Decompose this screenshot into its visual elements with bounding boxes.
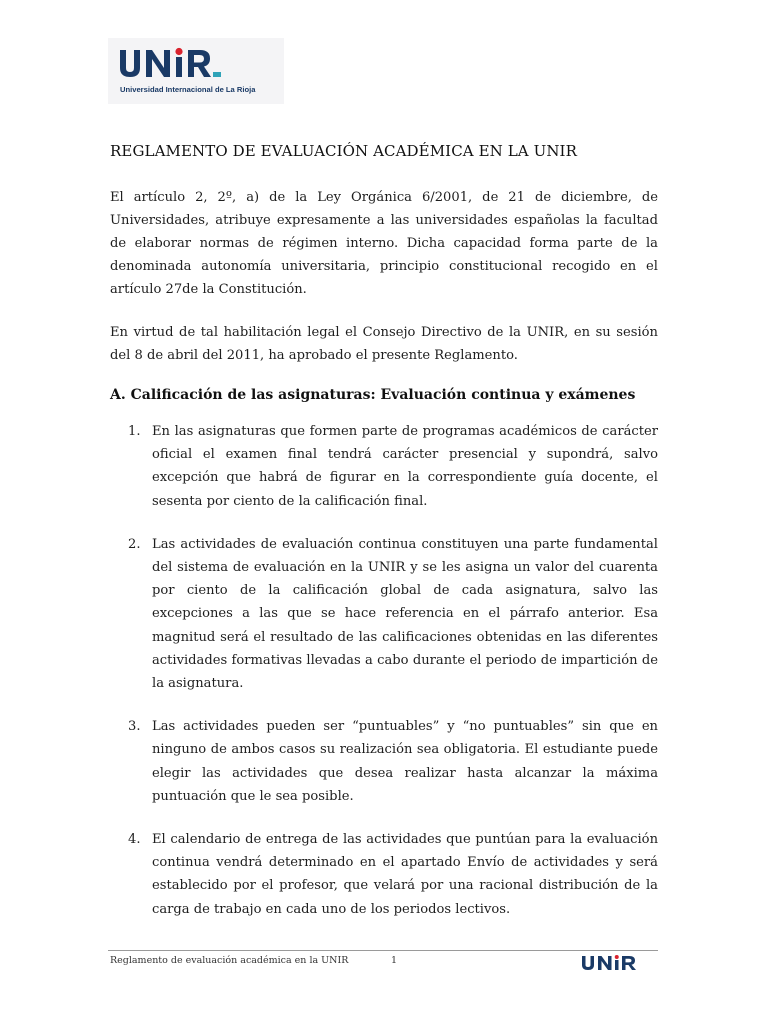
unir-logo xyxy=(108,38,284,104)
footer-logo xyxy=(580,954,660,972)
list-item-text: En las asignaturas que formen parte de programas académicos de carácter oficial el examen final tendrá carácter presencial y supondrá, salvo excepción que habrá de figurar en la correspondiente guía docente, el sesenta por ciento de la calificación final. xyxy=(152,424,658,509)
document-title: REGLAMENTO DE EVALUACIÓN ACADÉMICA EN LA UNIR xyxy=(110,142,577,160)
list-item-number: 1. xyxy=(128,424,141,439)
footer-divider xyxy=(108,950,658,951)
list-item-text: Las actividades de evaluación continua constituyen una parte fundamental del sistema de evaluación en la UNIR y se les asigna un valor del cuarenta por ciento de la calificación global de cada asignatura, salvo las excepciones a las que se hace referencia en el párrafo anterior. Esa magnitud será el resultado de las calificaciones obtenidas en las diferentes actividades formativas llevadas a cabo durante el periodo de impartición de la asignatura. xyxy=(152,536,658,692)
list-item-text: Las actividades pueden ser “puntuables” y “no puntuables” sin que en ninguno de ambos casos su realización sea obligatoria. El estudiante puede elegir las actividades que desea realizar hasta alcanzar la máxima puntuación que le sea posible. xyxy=(152,719,658,804)
list-item-number: 2. xyxy=(128,536,141,552)
list-item-number: 3. xyxy=(128,719,141,735)
section-heading: A. Calificación de las asignaturas: Evaluación continua y exámenes xyxy=(110,387,636,403)
page-number: 1 xyxy=(391,955,398,966)
footer-title: Reglamento de evaluación académica en la UNIR xyxy=(110,955,349,966)
list-item xyxy=(110,828,658,921)
unir-logo-icon xyxy=(108,38,284,104)
list-item xyxy=(110,715,658,808)
list-item-number: 4. xyxy=(128,832,141,848)
logo-subtitle: Universidad Internacional de La Rioja xyxy=(120,85,256,94)
list-item xyxy=(110,420,658,513)
intro-paragraph: El artículo 2, 2º, a) de la Ley Orgánica 6/2001, de 21 de diciembre, de Universidades, atribuye expresamente a las universidades españolas la facultad de elaborar normas de régimen interno. Dicha capacidad forma parte de la denominada autonomía universitaria, principio constitucional recogido en el artículo 27de la Constitución. xyxy=(110,190,658,297)
list-item xyxy=(110,533,658,695)
rules-list xyxy=(110,420,658,921)
unir-footer-logo-icon xyxy=(580,954,660,972)
document-body xyxy=(110,142,658,941)
approval-paragraph: En virtud de tal habilitación legal el Consejo Directivo de la UNIR, en su sesión del 8 de abril del 2011, ha aprobado el presente Reglamento. xyxy=(110,325,658,363)
list-item-text: El calendario de entrega de las actividades que puntúan para la evaluación continua vendrá determinado en el apartado Envío de actividades y será establecido por el profesor, que velará por una racional distribución de la carga de trabajo en cada uno de los periodos lectivos. xyxy=(152,832,658,917)
